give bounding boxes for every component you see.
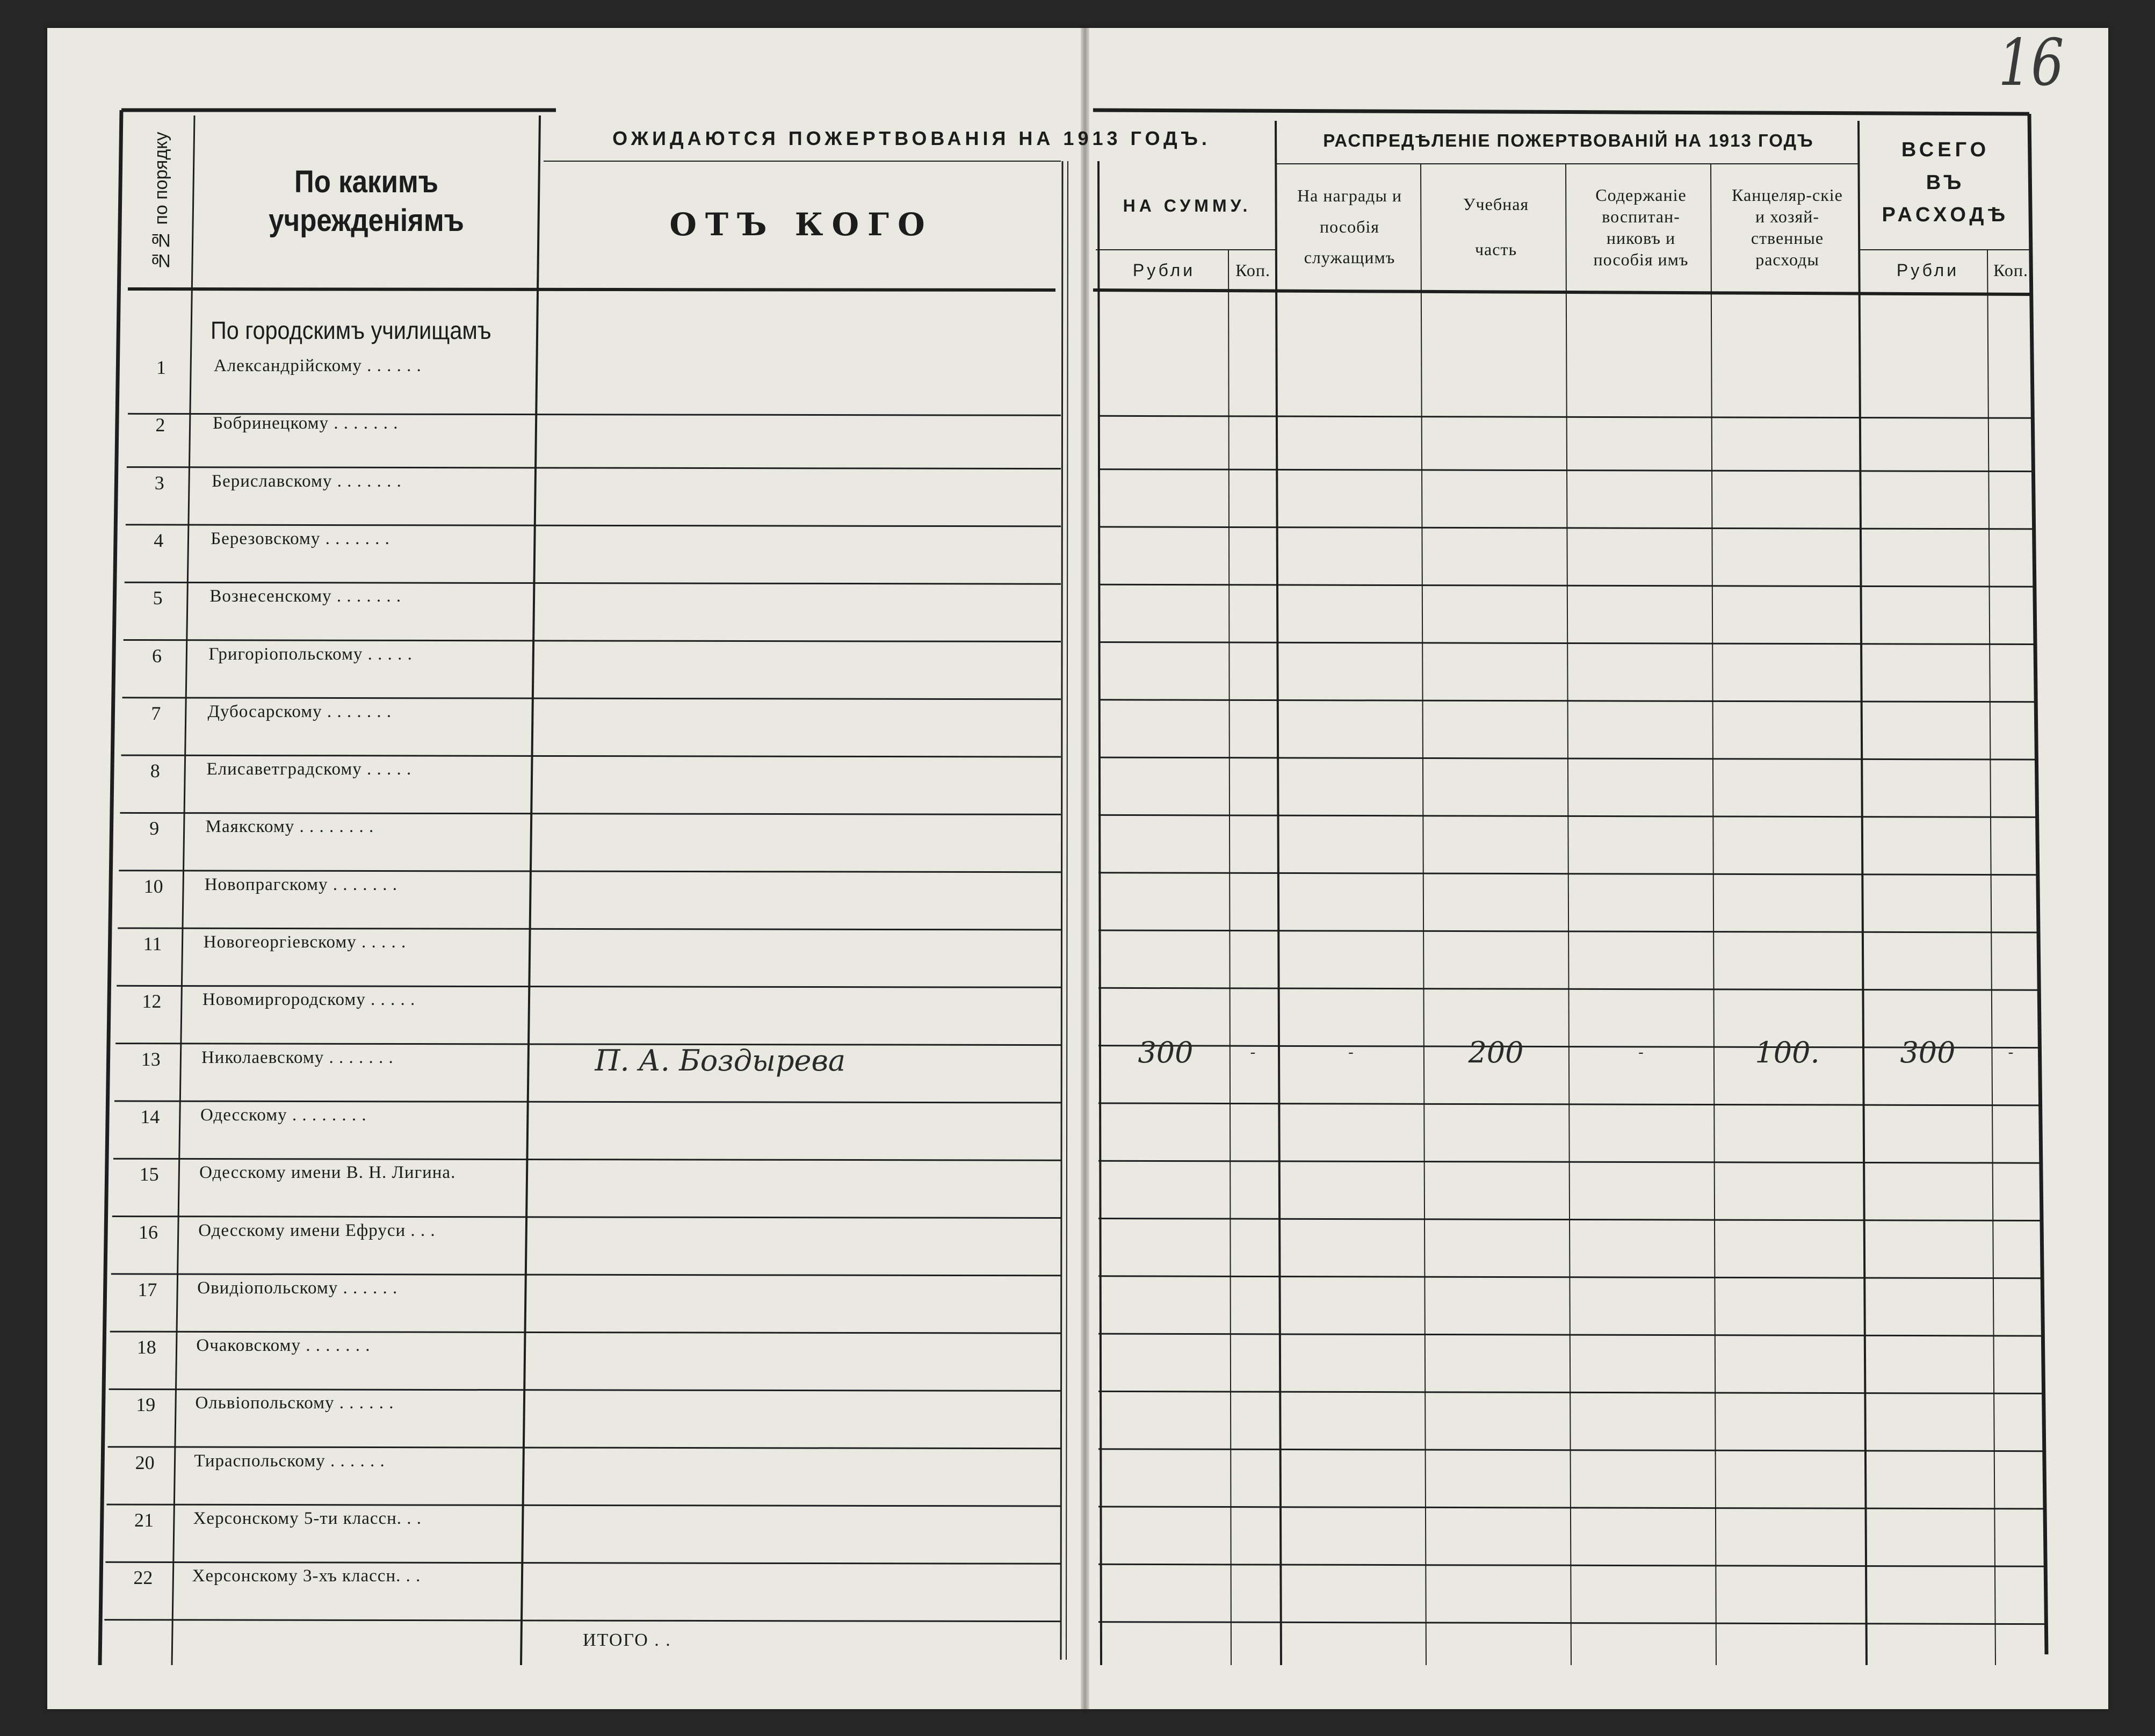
row-donor-name (531, 1097, 907, 1140)
total-label: ИТОГО . . (583, 1630, 671, 1650)
row13-upkeep: - (1638, 1043, 1644, 1062)
row-rule-right (1098, 1161, 2041, 1163)
row-number: 11 (143, 933, 162, 954)
header-office-expenses: Канцеляр-скіе и хозяй-ственные расходы (1732, 185, 1843, 269)
row-donor-name (537, 693, 913, 736)
row-number: 15 (139, 1163, 159, 1185)
row-institution-name: Херсонскому 5-ти классн. . . (193, 1509, 422, 1528)
row-rule-right (1098, 988, 2038, 990)
row-number: 7 (151, 702, 161, 724)
row-donor-name (539, 578, 915, 621)
row-rule-right (1098, 1564, 2045, 1566)
row-number: 2 (155, 414, 165, 436)
row13-education: 200 (1468, 1036, 1524, 1070)
header-education: Учебная часть (1463, 194, 1529, 259)
row-number: 3 (154, 472, 164, 494)
row-donor-name (527, 1385, 903, 1428)
row-donor-name (533, 981, 909, 1024)
row-donor-name (535, 866, 911, 909)
row-institution-name: Новомиргородскому . . . . . (202, 990, 416, 1010)
row-institution-name: Березовскому . . . . . . . (211, 529, 390, 548)
row-number: 12 (142, 990, 162, 1012)
row-number: 22 (133, 1567, 153, 1589)
row-number: 4 (154, 529, 164, 551)
row-institution-name: Дубосарскому . . . . . . . (207, 701, 392, 721)
row-institution-name: Ольвіопольскому . . . . . . (195, 1393, 394, 1413)
row-institution-name: Новогеоргіевскому . . . . . (203, 932, 407, 952)
row-institution-name: Новопрагскому . . . . . . . (204, 874, 398, 894)
row13-awards: - (1348, 1043, 1354, 1062)
row-rule-right (1098, 584, 2034, 587)
section-title: По городскимъ училищамъ (211, 316, 491, 344)
row-number: 1 (156, 357, 166, 378)
header-sum-rubles: Рубли (1132, 260, 1196, 280)
row-rule-right (1098, 1622, 2046, 1624)
row-donor-name (534, 924, 910, 967)
row-number: 5 (153, 587, 163, 609)
row-institution-name: Николаевскому . . . . . . . (201, 1047, 394, 1067)
row-rule-right (1098, 1219, 2041, 1221)
row-rule-right (1098, 1507, 2045, 1509)
row-institution-name: Елисаветградскому . . . . . (206, 760, 412, 779)
header-total-kopecks: Коп. (1993, 260, 2028, 280)
row-donor-name (531, 1154, 907, 1197)
row-rule-right (1098, 873, 2037, 875)
row-rule-right (1098, 1276, 2042, 1278)
row-institution-name: Бобринецкому . . . . . . . (213, 414, 399, 433)
row-number: 16 (139, 1221, 158, 1243)
row-rule-right (1098, 700, 2035, 702)
header-institution-column: По какимъ учрежденіямъ (269, 164, 464, 238)
header-sum-kopecks: Коп. (1235, 260, 1270, 280)
row-donor-name (541, 405, 917, 448)
row-institution-name: Одесскому имени В. Н. Лигина. (199, 1163, 456, 1183)
row-institution-name: Одесскому имени Ефруси . . . (198, 1220, 436, 1240)
row-number: 19 (136, 1394, 156, 1416)
row13-sum-rubles: 300 (1138, 1036, 1194, 1070)
row-rule-right (1098, 1391, 2043, 1393)
row-institution-name: Овидіопольскому . . . . . . (197, 1278, 398, 1298)
header-from-whom: ОТЪ КОГО (669, 206, 934, 243)
row-rule-right (1098, 1334, 2043, 1336)
row-donor-name (524, 1558, 900, 1601)
header-total-expense: ВСЕГО ВЪ РАСХОДѢ (1882, 138, 2009, 227)
row-number: 8 (150, 760, 160, 782)
row-institution-name: Очаковскому . . . . . . . (196, 1336, 371, 1356)
row-institution-name: Маякскому . . . . . . . . (205, 817, 374, 837)
header-number-column: №№ по порядку (150, 132, 171, 271)
row-institution-name: Одесскому . . . . . . . . (200, 1105, 367, 1125)
row-donor-name: П. А. Боздырева (595, 1043, 846, 1077)
row-number: 21 (134, 1509, 154, 1531)
header-sum: НА СУММУ. (1123, 196, 1252, 215)
page-number: 16 (1998, 26, 2064, 100)
row-rule-right (1098, 1103, 2040, 1105)
row-institution-name: Херсонскому 3-хъ классн. . . (192, 1566, 421, 1586)
row-number: 9 (149, 818, 160, 840)
row13-total-rubles: 300 (1900, 1036, 1956, 1070)
row-donor-name (541, 463, 917, 506)
header-upkeep: Содержаніе воспитан-никовъ и пособія имъ (1593, 185, 1689, 269)
header-expected-donations: ОЖИДАЮТСЯ ПОЖЕРТВОВАНІЯ НА 1913 ГОДЪ. (612, 127, 1211, 149)
row-rule-right (1098, 757, 2036, 760)
row-rule-right (1098, 527, 2033, 529)
row-donor-name (540, 520, 916, 563)
row-number: 17 (138, 1278, 157, 1300)
row-donor-name (537, 751, 913, 794)
row-donor-name (528, 1327, 904, 1370)
row-rule-right (1098, 930, 2038, 932)
row-donor-name (536, 808, 912, 851)
header-distribution: РАСПРЕДѢЛЕНІЕ ПОЖЕРТВОВАНІЙ НА 1913 ГОДЪ (1323, 131, 1814, 151)
row-institution-name: Григоріопольскому . . . . . (208, 644, 413, 664)
row-donor-name (543, 348, 919, 390)
row-rule-right (1098, 815, 2036, 817)
row-donor-name (526, 1443, 902, 1486)
row-number: 10 (143, 875, 163, 897)
row-institution-name: Вознесенскому . . . . . . . (209, 587, 402, 606)
row13-total-kopecks: - (2008, 1043, 2014, 1062)
row-number: 14 (140, 1105, 160, 1127)
row-donor-name (538, 636, 914, 679)
row-number: 13 (141, 1048, 161, 1070)
row-donor-name (530, 1212, 906, 1255)
row-rule-left (104, 1620, 1061, 1622)
row-institution-name: Тираспольскому . . . . . . (194, 1451, 385, 1471)
row13-office: 100. (1755, 1036, 1820, 1070)
row-rule-right (1098, 469, 2032, 472)
row-institution-name: Бериславскому . . . . . . . (212, 471, 402, 491)
row-number: 18 (136, 1336, 156, 1358)
row-number: 20 (135, 1451, 155, 1473)
row-number: 6 (152, 645, 162, 667)
row-institution-name: Александрійскому . . . . . . (214, 356, 422, 375)
header-total-rubles: Рубли (1896, 260, 1959, 280)
row-rule-right (1098, 1449, 2044, 1451)
row-rule-right (1098, 642, 2034, 645)
row-donor-name (529, 1270, 905, 1313)
row-rule-right (1098, 416, 2031, 418)
row13-sum-kopecks: - (1250, 1043, 1256, 1062)
header-awards: На награды и пособія служащимъ (1297, 186, 1402, 267)
row-donor-name (525, 1500, 901, 1543)
